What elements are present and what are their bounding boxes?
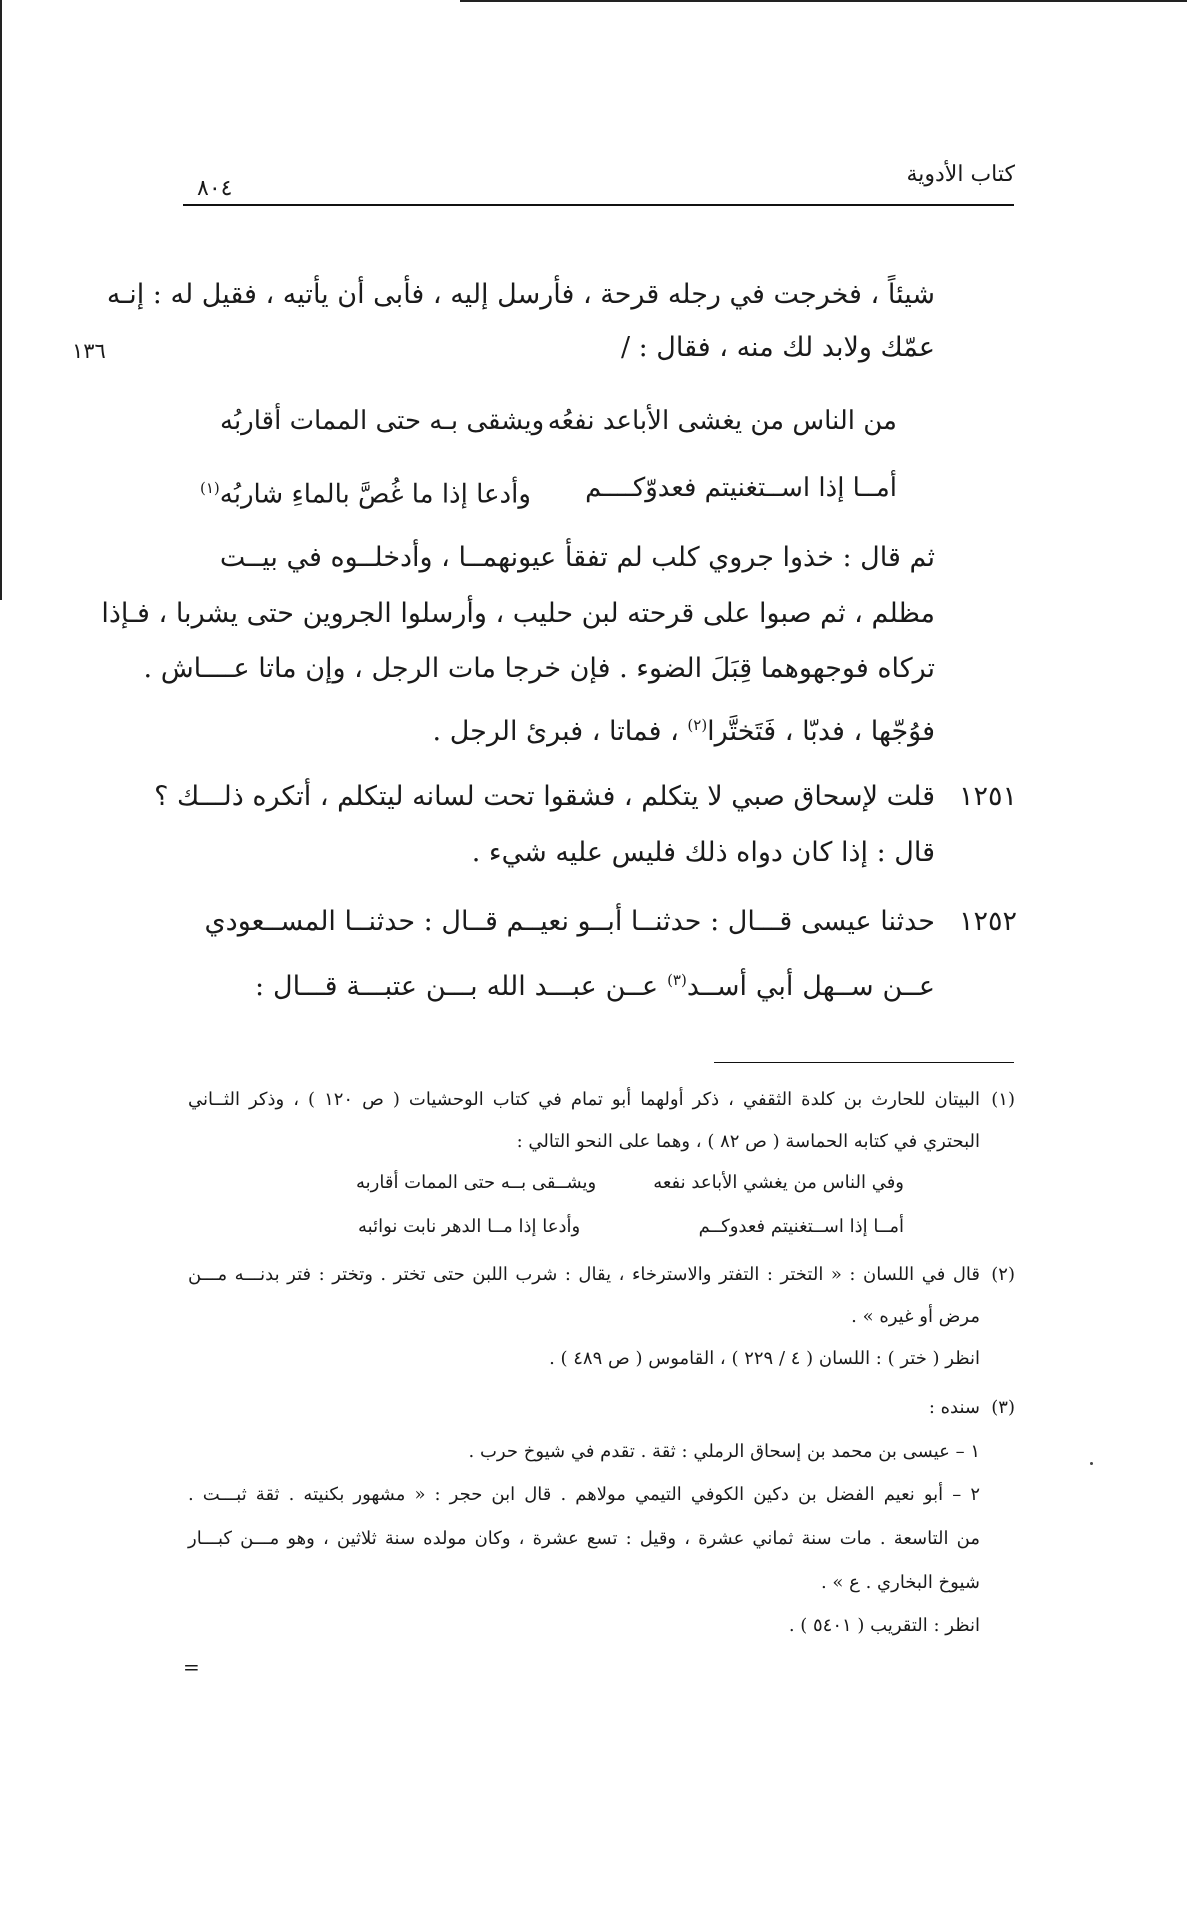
body-line: قال : إذا كان دواه ذلك فليس عليه شيء . [471,837,935,868]
margin-manuscript-page: ١٣٦ [72,339,106,363]
footnote-verse-first: أمــا إذا اســتغنيتم فعدوكــم [698,1216,904,1237]
body-line: مظلم ، ثم صبوا على قرحته لبن حليب ، وأرسلوا الجروين حتى يشربا ، فـإذا [101,598,935,629]
body-text: ، فماتا ، فبرئ الرجل . [432,716,679,747]
verse-text: وأدعا إذا ما غُصَّ بالماءِ شاربُه [219,479,531,510]
footnote-ref-3: (٣) [667,971,687,989]
verse-second-hemistich: ويشقى بـه حتى الممات أقاربُه [220,406,545,436]
scan-edge-left [0,0,2,600]
footnote-line: البيتان للحارث بن كلدة الثقفي ، ذكر أولهما أبو تمام في كتاب الوحشيات ( ص ١٢٠ ) ، وذكر الثــاني [188,1089,980,1110]
hadith-number: ١٢٥١ [958,781,1017,812]
body-line: حدثنا عيسى قـــال : حدثنــا أبــو نعيــم قــال : حدثنــا المســعودي [204,906,935,937]
hadith-number: ١٢٥٢ [958,906,1017,937]
footnote-ref-1: (١) [200,479,220,497]
footnote-line: ١ – عيسى بن محمد بن إسحاق الرملي : ثقة . تقدم في شيوخ حرب . [468,1441,980,1462]
footnote-line: ٢ – أبو نعيم الفضل بن دكين الكوفي التيمي مولاهم . قال ابن حجر : « مشهور بكنيته . ثقة ثبـــت . [188,1484,981,1505]
footnote-marker: (٣) [991,1397,1015,1418]
footnote-ref-2: (٢) [687,716,708,734]
verse-second-hemistich [200,463,531,513]
body-line: قلت لإسحاق صبي لا يتكلم ، فشقوا تحت لسانه ليتكلم ، أتكره ذلـــك ؟ [154,781,935,812]
body-line: ثم قال : خذوا جروي كلب لم تفقأ عيونهمــا ، وأدخلــوه في بيــت [219,542,935,573]
page-number: ٨٠٤ [197,176,233,201]
footnote-marker: (٢) [991,1264,1015,1285]
scan-edge-top [460,0,1187,2]
body-line: عمّك ولابد لك منه ، فقال : / [620,332,935,363]
footnote-verse-second: وأدعا إذا مــا الدهر نابت نوائبه [358,1216,581,1237]
continuation-mark: = [183,1655,200,1679]
verse-first-hemistich: من الناس من يغشى الأباعد نفعُه [547,406,897,436]
verse-first-hemistich: أمــا إذا اســتغنيتم فعدوّكــــم [585,473,897,503]
running-header-title: كتاب الأدوية [906,162,1015,187]
footnote-verse-first: وفي الناس من يغشي الأباعد نفعه [653,1172,904,1193]
footnote-line: انظر ( ختر ) : اللسان ( ٤ / ٢٢٩ ) ، القاموس ( ص ٤٨٩ ) . [549,1348,980,1369]
body-text: عــن عبـــد الله بـــن عتبـــة قـــال : [255,971,659,1002]
footnote-verse-second: ويشــقى بــه حتى الممات أقاربه [356,1172,597,1193]
footnote-line: مرض أو غيره » . [851,1306,980,1327]
body-text: فوُجّها ، فدبّا ، فَتَختَّرا [707,716,935,747]
body-line: شيئاً ، فخرجت في رجله قرحة ، فأرسل إليه ، فأبى أن يأتيه ، فقيل له : إنـه [106,279,935,310]
footnote-title: سنده : [928,1397,980,1418]
header-rule [183,204,1014,206]
footnote-line: انظر : التقريب ( ٥٤٠١ ) . [788,1615,980,1636]
footnote-line: قال في اللسان : « التختر : التفتر والاسترخاء ، يقال : شرب اللبن حتى تختر . وتختر : فتر بدنـــه مـــن [188,1264,980,1285]
body-line: تركاه فوجهوهما قِبَلَ الضوء . فإن خرجا مات الرجل ، وإن ماتا عــــاش . [143,653,935,684]
body-line [255,955,935,1005]
body-text: عــن ســهل أبي أســد [686,971,935,1002]
footnote-line: من التاسعة . مات سنة ثماني عشرة ، وقيل : تسع عشرة ، وكان مولده سنة ثلاثين ، وهو مـــن كبـــار [188,1528,980,1549]
footnote-marker: (١) [991,1089,1015,1110]
scan-speck [1090,1462,1093,1465]
footnote-line: شيوخ البخاري . ع » . [820,1572,980,1593]
body-line [255,700,935,750]
footnote-line: البحتري في كتابه الحماسة ( ص ٨٢ ) ، وهما على النحو التالي : [516,1131,980,1152]
footnote-separator [714,1062,1014,1063]
